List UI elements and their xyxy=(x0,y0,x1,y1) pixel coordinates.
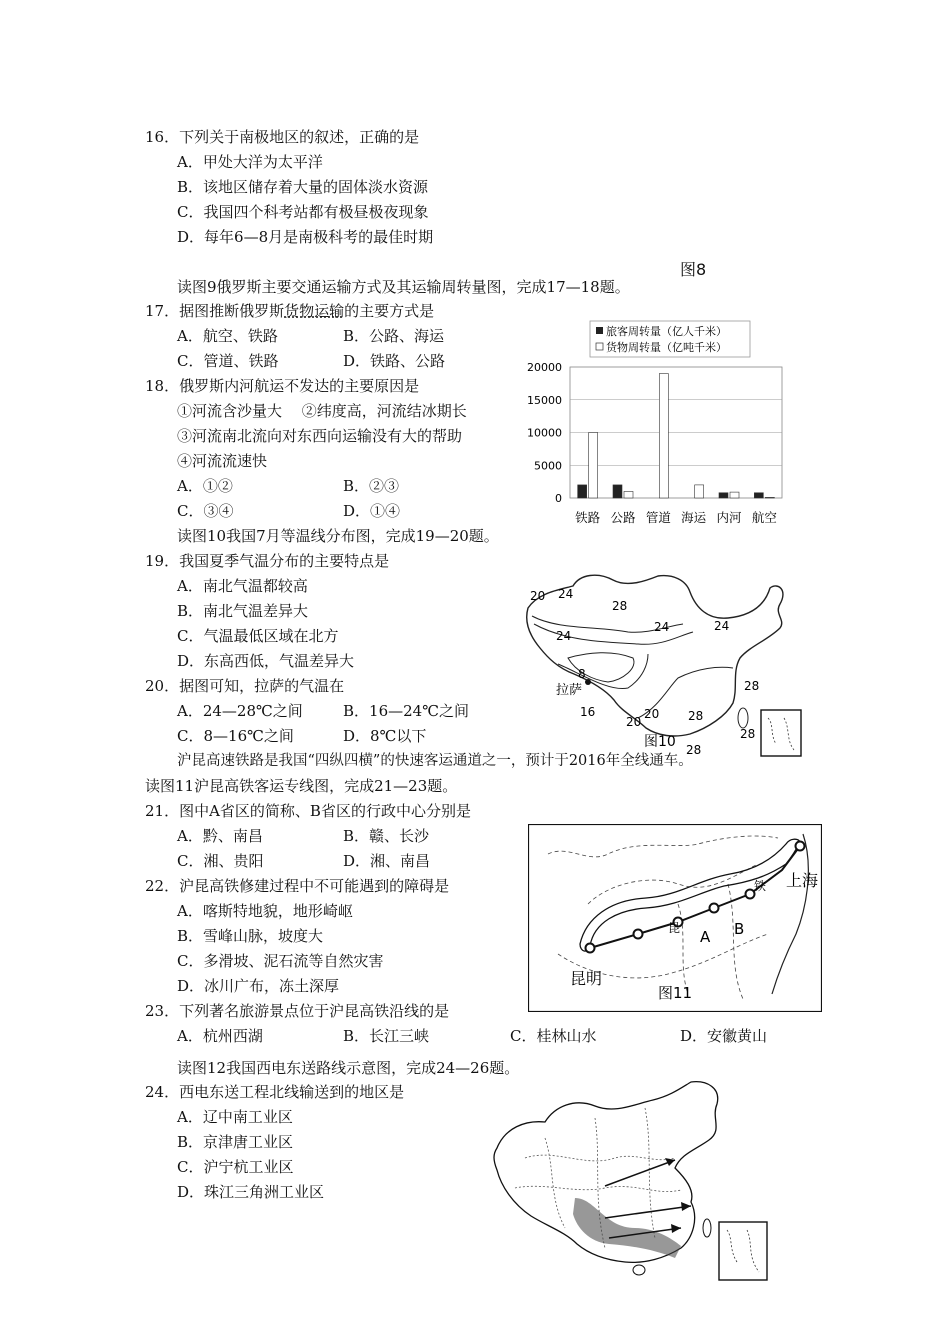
isotherm-label-20-c: 20 xyxy=(644,707,660,721)
q22-option-b: B．雪峰山脉，坡度大 xyxy=(177,927,324,945)
q17-stem-emphasis: 货物运输 xyxy=(284,302,345,320)
q24-option-d: D．珠江三角洲工业区 xyxy=(177,1183,325,1201)
q22-option-d: D．冰川广布，冻土深厚 xyxy=(177,977,340,995)
bar-freight-4 xyxy=(730,492,739,498)
q19-option-a: A．南北气温都较高 xyxy=(177,577,308,595)
city-label-shanghai: 上海 xyxy=(786,871,819,890)
shanghai-kunming-hsr-map xyxy=(528,824,822,1012)
q23-stem: 23．下列著名旅游景点位于沪昆高铁沿线的是 xyxy=(145,1002,450,1020)
hukun-intro-line2: 读图11沪昆高铁客运专线图，完成21—23题。 xyxy=(145,777,458,795)
city-label-kunming: 昆明 xyxy=(570,969,603,988)
q18-option-c: C．③④ xyxy=(177,502,234,520)
q19-option-b: B．南北气温差异大 xyxy=(177,602,309,620)
q22-option-a: A．喀斯特地貌，地形崎岖 xyxy=(177,902,353,920)
q18-option-b: B．②③ xyxy=(343,477,400,495)
q16-stem: 16．下列关于南极地区的叙述，正确的是 xyxy=(145,128,420,146)
q18-stem: 18．俄罗斯内河航运不发达的主要原因是 xyxy=(145,377,420,395)
x-tick-label: 铁路 xyxy=(575,510,601,525)
legend-label-freight: 货物周转量（亿吨千米） xyxy=(606,341,727,354)
chart-plot-area xyxy=(527,361,782,525)
route-label-tie: 铁 xyxy=(754,879,767,893)
read-fig12-instruction: 读图12我国西电东送路线示意图，完成24—26题。 xyxy=(177,1059,520,1077)
fig10-caption: 图10 xyxy=(644,734,676,750)
isotherm-label-28: 28 xyxy=(612,599,628,613)
q19-option-d: D．东高西低，气温差异大 xyxy=(177,652,355,670)
q17-stem-a: 17．据图推断俄罗斯 xyxy=(145,302,285,320)
x-tick-label: 内河 xyxy=(716,510,742,525)
q17-stem xyxy=(145,300,434,322)
q23-option-c: C．桂林山水 xyxy=(510,1027,597,1045)
russia-transport-chart xyxy=(520,315,790,530)
x-tick-label: 海运 xyxy=(681,510,707,525)
bar-passenger-5 xyxy=(754,493,763,498)
hainan-island xyxy=(633,1265,645,1275)
isotherm-label-28-c: 28 xyxy=(688,709,704,723)
y-tick-label: 10000 xyxy=(527,426,562,440)
isotherm-label-28-e: 28 xyxy=(686,743,702,757)
china-july-isotherm-map xyxy=(518,568,813,758)
q16-option-a: A．甲处大洋为太平洋 xyxy=(177,153,323,171)
taiwan-island xyxy=(738,708,748,728)
west-east-power-map xyxy=(485,1078,780,1286)
hukun-intro-line1: 沪昆高速铁路是我国“四纵四横”的快速客运通道之一，预计于2016年全线通车。 xyxy=(177,753,693,769)
q24-option-a: A．辽中南工业区 xyxy=(177,1108,293,1126)
q21-option-c: C．湘、贵阳 xyxy=(177,852,264,870)
q21-option-d: D．湘、南昌 xyxy=(343,852,431,870)
bar-freight-1 xyxy=(624,491,633,498)
q18-option-d: D．①④ xyxy=(343,502,401,520)
province-label-b: B xyxy=(734,920,745,938)
bar-freight-0 xyxy=(589,433,598,499)
chart-legend xyxy=(590,321,750,357)
q16-option-d: D．每年6—8月是南极科考的最佳时期 xyxy=(177,228,434,246)
south-route-arrowhead xyxy=(671,1224,681,1233)
q23-option-a: A．杭州西湖 xyxy=(177,1027,263,1045)
station-kunming xyxy=(586,944,595,953)
q18-item-3: ④河流流速快 xyxy=(177,452,268,470)
y-tick-label: 0 xyxy=(555,492,562,505)
bar-passenger-4 xyxy=(719,493,728,498)
bar-freight-5 xyxy=(765,497,774,498)
legend-swatch-passenger xyxy=(596,327,603,334)
bar-passenger-0 xyxy=(578,485,587,498)
southern-route-corridor xyxy=(573,1198,681,1258)
middle-route-arrow xyxy=(605,1206,691,1218)
q16-option-b: B．该地区储存着大量的固体淡水资源 xyxy=(177,178,429,196)
q17-option-c: C．管道、铁路 xyxy=(177,352,279,370)
taiwan-island-fig12 xyxy=(703,1219,711,1237)
route-label-kun: 昆 xyxy=(668,921,681,935)
q17-option-d: D．铁路、公路 xyxy=(343,352,446,370)
north-route-arrowhead xyxy=(665,1158,675,1166)
fig11-caption: 图11 xyxy=(658,984,693,1002)
q17-option-b: B．公路、海运 xyxy=(343,327,445,345)
y-tick-label: 20000 xyxy=(527,361,562,374)
q23-option-d: D．安徽黄山 xyxy=(680,1027,768,1045)
q24-option-c: C．沪宁杭工业区 xyxy=(177,1158,294,1176)
q18-option-a: A．①② xyxy=(177,477,233,495)
north-route-arrow xyxy=(605,1160,675,1186)
q17-option-a: A．航空、铁路 xyxy=(177,327,278,345)
isotherm-label-28-d: 28 xyxy=(740,727,756,741)
isotherm-label-24-d: 24 xyxy=(714,619,730,633)
city-label-lhasa: 拉萨 xyxy=(556,683,583,698)
legend-swatch-freight xyxy=(596,343,603,350)
legend-label-passenger: 旅客周转量（亿人千米） xyxy=(606,325,727,338)
south-china-sea-inset-fig12 xyxy=(719,1222,767,1280)
q24-option-b: B．京津唐工业区 xyxy=(177,1133,294,1151)
bar-passenger-1 xyxy=(613,485,622,498)
province-label-a: A xyxy=(700,928,711,946)
q21-option-b: B．赣、长沙 xyxy=(343,827,430,845)
q21-option-a: A．黔、南昌 xyxy=(177,827,263,845)
y-tick-label: 15000 xyxy=(527,393,562,407)
q19-stem: 19．我国夏季气温分布的主要特点是 xyxy=(145,552,390,570)
q22-option-c: C．多滑坡、泥石流等自然灾害 xyxy=(177,952,384,970)
middle-route-arrowhead xyxy=(681,1202,691,1211)
lhasa-marker xyxy=(585,679,591,685)
bar-freight-2 xyxy=(659,374,668,498)
bar-freight-3 xyxy=(695,485,704,498)
isotherm-label-24-b: 24 xyxy=(556,629,572,643)
q18-item-1: ①河流含沙量大 ②纬度高，河流结冰期长 xyxy=(177,402,467,420)
isotherm-label-24-a: 24 xyxy=(558,587,574,601)
q24-stem: 24．西电东送工程北线输送到的地区是 xyxy=(145,1083,405,1101)
q17-stem-c: 的主要方式是 xyxy=(344,302,435,320)
x-tick-label: 公路 xyxy=(610,510,636,525)
q23-option-b: B．长江三峡 xyxy=(343,1027,430,1045)
q20-option-d: D．8℃以下 xyxy=(343,727,427,745)
q16-option-c: C．我国四个科考站都有极昼极夜现象 xyxy=(177,203,429,221)
station-guiyang xyxy=(634,930,643,939)
isotherm-label-28-b: 28 xyxy=(744,679,760,693)
isotherm-label-20-b: 20 xyxy=(626,715,642,729)
station-shanghai xyxy=(796,842,805,851)
x-tick-label: 管道 xyxy=(645,510,671,525)
isotherm-label-24-c: 24 xyxy=(654,620,670,634)
q20-option-c: C．8—16℃之间 xyxy=(177,727,294,745)
q18-item-2: ③河流南北流向对东西向运输没有大的帮助 xyxy=(177,427,463,445)
q22-stem: 22．沪昆高铁修建过程中不可能遇到的障碍是 xyxy=(145,877,450,895)
read-fig10-instruction: 读图10我国7月等温线分布图，完成19—20题。 xyxy=(177,527,499,545)
station-nanchang xyxy=(710,904,719,913)
isotherm-label-20: 20 xyxy=(530,589,546,603)
south-china-sea-inset xyxy=(761,710,801,756)
q19-option-c: C．气温最低区域在北方 xyxy=(177,627,339,645)
y-tick-label: 5000 xyxy=(534,459,562,473)
q20-option-b: B．16—24℃之间 xyxy=(343,702,469,720)
q20-option-a: A．24—28℃之间 xyxy=(177,702,303,720)
isotherm-label-16: 16 xyxy=(580,705,596,719)
q21-stem: 21．图中A省区的简称、B省区的行政中心分别是 xyxy=(145,802,471,820)
q20-stem: 20．据图可知，拉萨的气温在 xyxy=(145,677,345,695)
read-fig9-instruction: 读图9俄罗斯主要交通运输方式及其运输周转量图，完成17—18题。 xyxy=(177,278,630,296)
isotherm-label-8: 8 xyxy=(578,667,586,681)
fig8-label: 图8 xyxy=(680,260,707,279)
x-tick-label: 航空 xyxy=(751,510,777,525)
